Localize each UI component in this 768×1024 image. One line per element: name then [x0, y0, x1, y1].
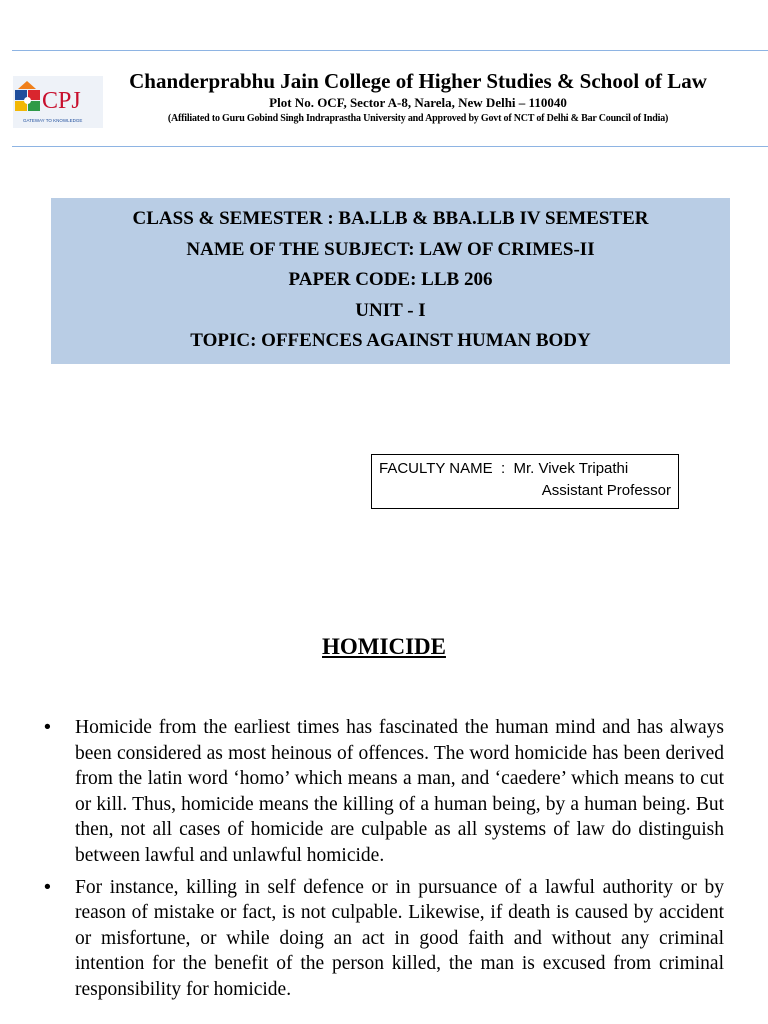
- faculty-box: [371, 454, 679, 509]
- course-info-box: [51, 198, 730, 364]
- faculty-designation: Assistant Professor: [541, 482, 671, 499]
- logo-text: CPJ: [42, 88, 81, 114]
- header-bottom-rule: [12, 146, 768, 147]
- college-name: Chanderprabhu Jain College of Higher Studies & School of Law: [129, 69, 707, 93]
- logo-tagline: GATEWAY TO KNOWLEDGE: [23, 118, 83, 123]
- college-logo: [13, 76, 103, 128]
- subject-name-line: NAME OF THE SUBJECT: LAW OF CRIMES-II: [186, 238, 595, 260]
- bullet-text: For instance, killing in self defence or in pursuance of a lawful authority or by reason of mistake or fact, is not culpable. Likewise, if death is caused by accident or misfortune, or while doing an act in good faith and without any criminal intention for the benefit of the person killed, the man is excused from criminal responsibility for homicide.: [75, 876, 724, 1000]
- class-semester-line: CLASS & SEMESTER : BA.LLB & BBA.LLB IV SEMESTER: [132, 208, 649, 229]
- list-item: [44, 715, 724, 869]
- header-top-rule: [12, 50, 768, 51]
- faculty-name: FACULTY NAME : Mr. Vivek Tripathi: [379, 460, 629, 477]
- bullet-icon: •: [44, 875, 51, 898]
- unit-line: UNIT - I: [355, 299, 426, 321]
- bullet-text: Homicide from the earliest times has fascinated the human mind and has always been considered as most heinous of offences. The word homicide has been derived from the latin word ‘homo’ which means a man, and ‘caedere’ which means to cut or kill. Thus, homicide means the killing of a human being, by a human being. But then, not all cases of homicide are culpable as all systems of law do distinguish between lawful and unlawful homicide.: [75, 717, 724, 866]
- paper-code-line: PAPER CODE: LLB 206: [288, 269, 493, 291]
- college-affiliation: (Affiliated to Guru Gobind Singh Indraprastha University and Approved by Govt of NCT of Delhi & Bar Council of India): [167, 113, 669, 124]
- cpj-logo-icon: [13, 76, 103, 128]
- list-item: [44, 875, 724, 1003]
- topic-line: TOPIC: OFFENCES AGAINST HUMAN BODY: [190, 330, 591, 352]
- bullet-icon: •: [44, 716, 51, 738]
- college-address: Plot No. OCF, Sector A-8, Narela, New Delhi – 110040: [269, 95, 567, 110]
- bullet-list: [44, 715, 724, 1009]
- section-heading: HOMICIDE: [322, 634, 446, 659]
